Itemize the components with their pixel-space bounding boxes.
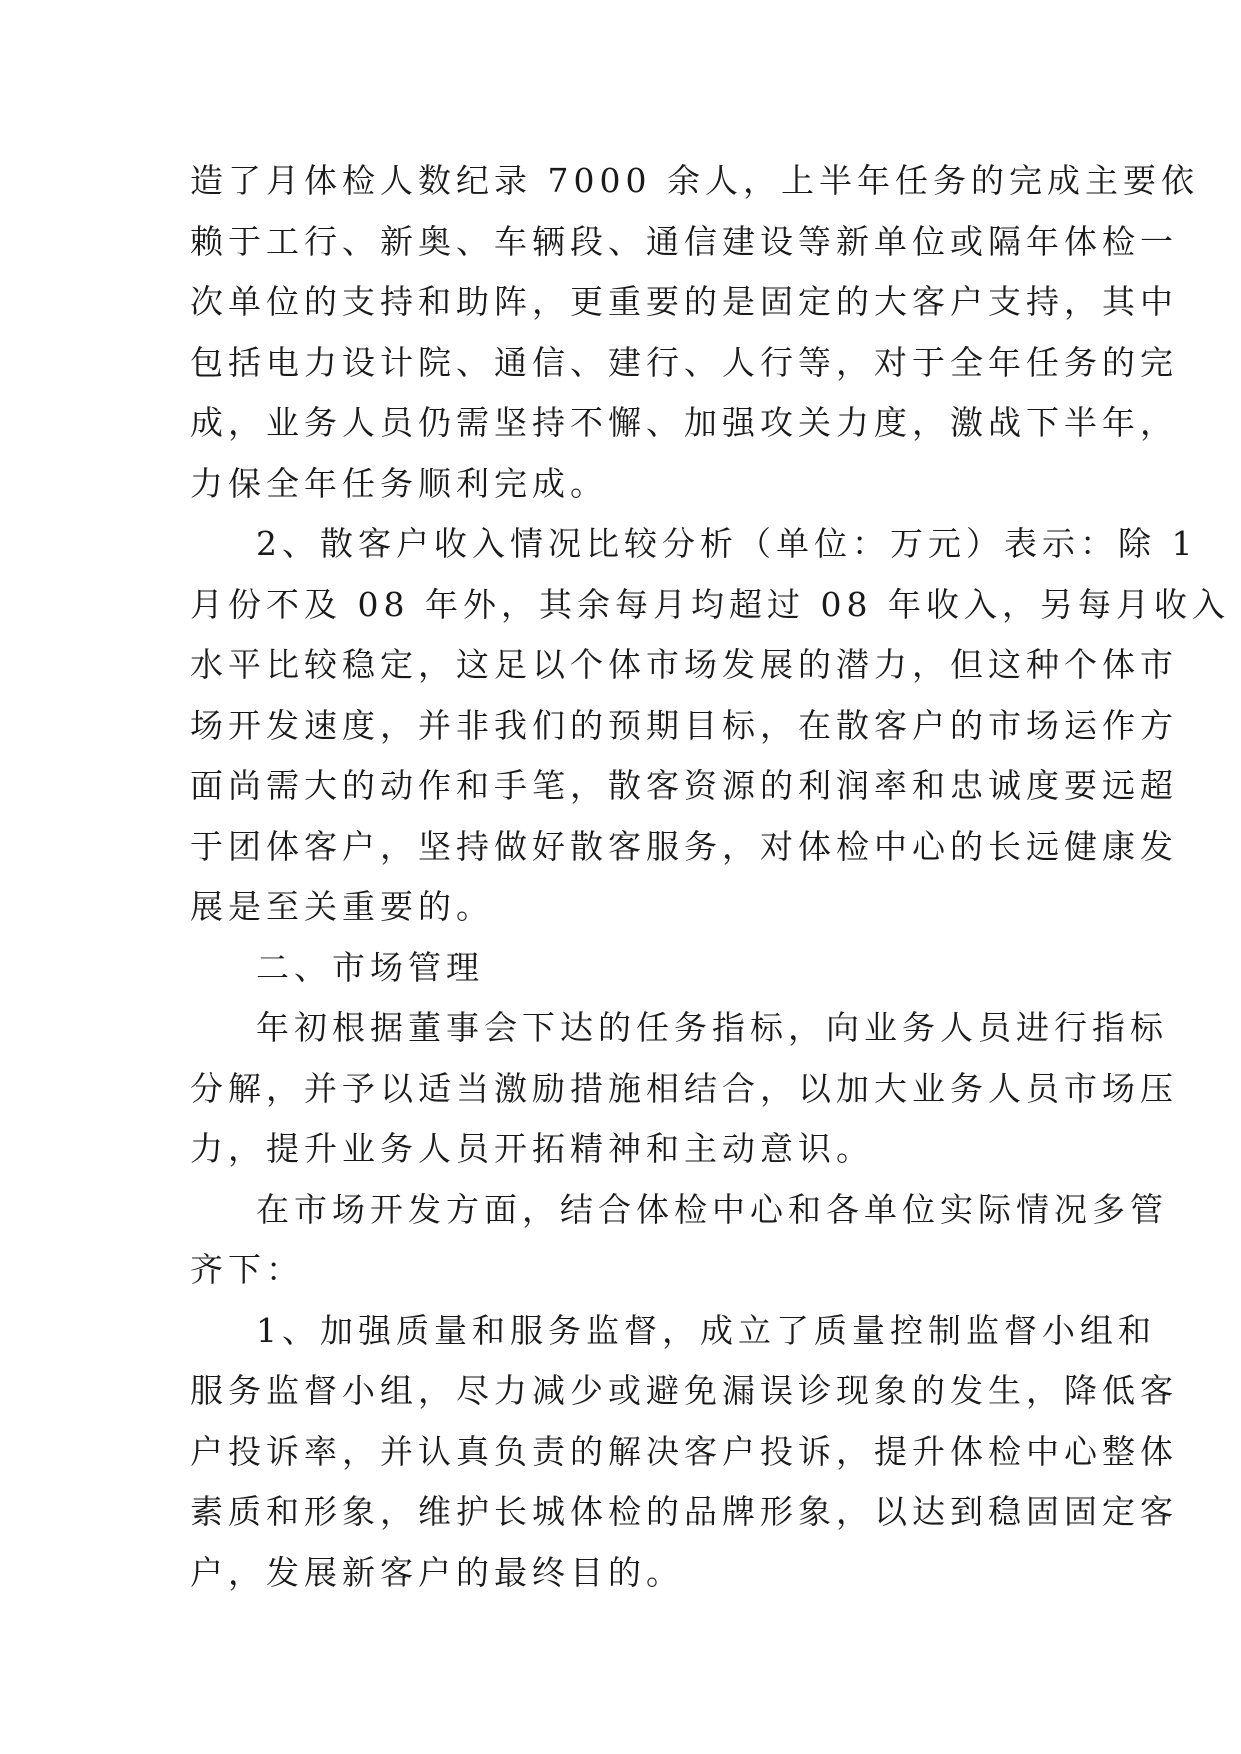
body-text bbox=[190, 151, 1230, 1603]
text-line: 在市场开发方面，结合体检中心和各单位实际情况多管 bbox=[256, 1189, 1168, 1229]
text-line: 赖于工行、新奥、车辆段、通信建设等新单位或隔年体检一 bbox=[190, 221, 1178, 261]
text-line: 户投诉率，并认真负责的解决客户投诉，提升体检中心整体 bbox=[190, 1431, 1178, 1471]
text-line: 力保全年任务顺利完成。 bbox=[190, 463, 608, 503]
text-line: 于团体客户，坚持做好散客服务，对体检中心的长远健康发 bbox=[190, 826, 1178, 866]
text-line: 户，发展新客户的最终目的。 bbox=[190, 1552, 684, 1592]
text-line: 齐下： bbox=[190, 1250, 304, 1289]
text-line: 分解，并予以适当激励措施相结合，以加大业务人员市场压 bbox=[190, 1068, 1178, 1108]
text-line: 水平比较稳定，这足以个体市场发展的潜力，但这种个体市 bbox=[190, 645, 1178, 684]
text-line: 素质和形象，维护长城体检的品牌形象，以达到稳固固定客 bbox=[190, 1492, 1178, 1531]
section-heading: 二、市场管理 bbox=[256, 947, 484, 987]
text-line: 造了月体检人数纪录 7000 余人，上半年任务的完成主要依 bbox=[190, 161, 1199, 200]
text-line: 包括电力设计院、通信、建行、人行等，对于全年任务的完 bbox=[190, 342, 1178, 382]
text-line: 2、散客户收入情况比较分析（单位：万元）表示：除 1 bbox=[256, 524, 1198, 563]
text-line: 成，业务人员仍需坚持不懈、加强攻关力度，激战下半年， bbox=[190, 403, 1178, 442]
text-line: 力，提升业务人员开拓精神和主动意识。 bbox=[190, 1129, 874, 1168]
text-line: 次单位的支持和助阵，更重要的是固定的大客户支持，其中 bbox=[190, 282, 1178, 321]
text-line: 面尚需大的动作和手笔，散客资源的利润率和忠诚度要远超 bbox=[190, 766, 1178, 805]
text-line: 场开发速度，并非我们的预期目标，在散客户的市场运作方 bbox=[190, 705, 1178, 745]
text-line: 展是至关重要的。 bbox=[190, 887, 494, 926]
text-line: 1、加强质量和服务监督，成立了质量控制监督小组和 bbox=[256, 1310, 1156, 1350]
text-line: 服务监督小组，尽力减少或避免漏误诊现象的发生，降低客 bbox=[190, 1371, 1178, 1410]
text-line: 年初根据董事会下达的任务指标，向业务人员进行指标 bbox=[256, 1008, 1168, 1047]
text-line: 月份不及 08 年外，其余每月均超过 08 年收入，另每月收入 bbox=[190, 584, 1230, 624]
